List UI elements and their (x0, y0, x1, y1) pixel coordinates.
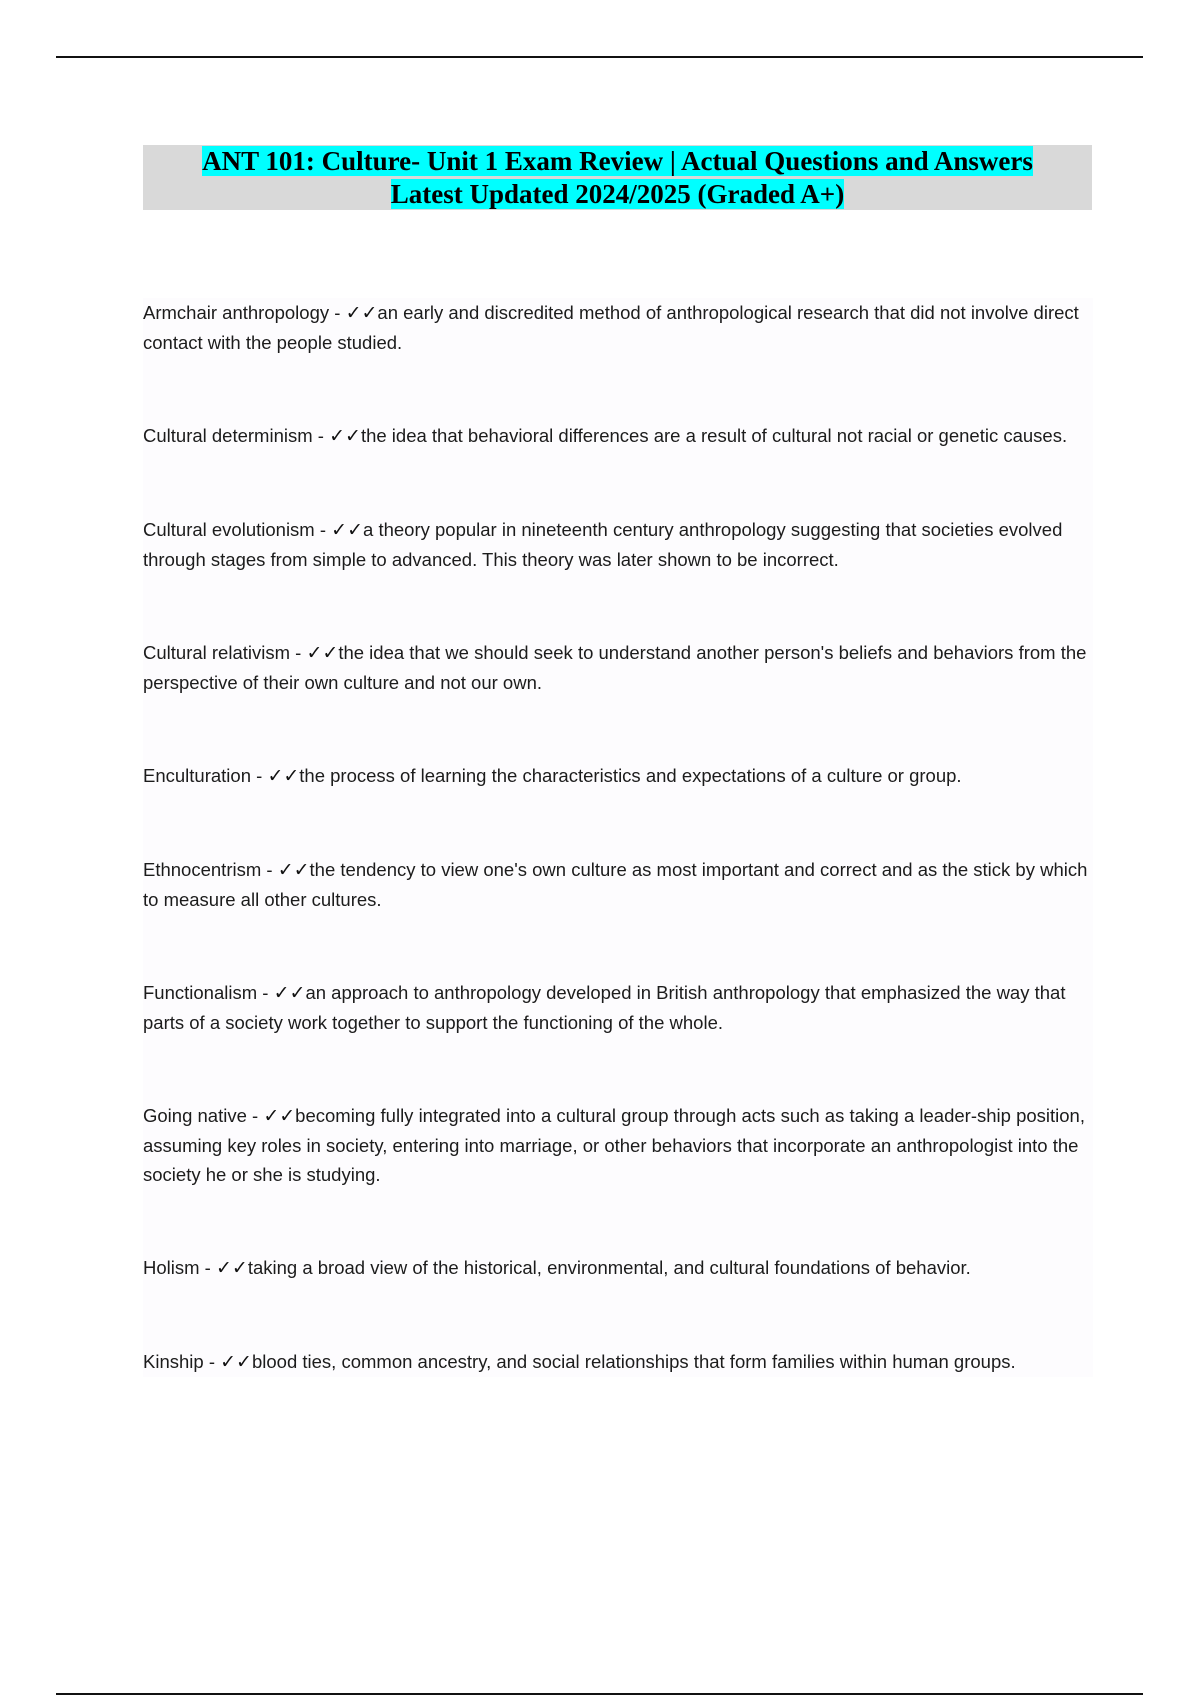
title-line-2: Latest Updated 2024/2025 (Graded A+) (390, 179, 845, 209)
entry-term: Holism (143, 1257, 200, 1278)
definition-list (143, 298, 1093, 1377)
document-title (143, 145, 1092, 210)
entry-definition: the idea that we should seek to understand another person's beliefs and behaviors from the perspective of their own culture and not our own. (143, 642, 1087, 693)
definition-entry (143, 978, 1093, 1037)
double-check-icon: ✓✓ (263, 1105, 296, 1127)
entry-separator: - (246, 1105, 264, 1126)
definition-entry (143, 515, 1093, 574)
definition-entry (143, 1253, 1093, 1283)
entry-separator: - (250, 765, 268, 786)
entry-definition: an approach to anthropology developed in British anthropology that emphasized the way that parts of a society work together to support the functioning of the whole. (143, 982, 1066, 1033)
definition-entry (143, 298, 1093, 357)
definition-entry (143, 1347, 1093, 1377)
entry-separator: - (261, 859, 278, 880)
definition-entry (143, 1101, 1093, 1189)
entry-term: Armchair anthropology (143, 302, 330, 323)
entry-definition: the tendency to view one's own culture as most important and correct and as the stick by which to measure all other cultures. (143, 859, 1088, 910)
entry-term: Going native (143, 1105, 247, 1126)
entry-separator: - (290, 642, 307, 663)
double-check-icon: ✓✓ (220, 1351, 252, 1373)
double-check-icon: ✓✓ (331, 519, 364, 541)
definition-entry (143, 421, 1093, 451)
page-bottom-rule (56, 1693, 1143, 1695)
double-check-icon: ✓✓ (215, 1257, 248, 1279)
entry-separator: - (199, 1257, 216, 1278)
entry-separator: - (329, 302, 346, 323)
entry-definition: becoming fully integrated into a cultural group through acts such as taking a leader-ship position, assuming key roles in society, entering into marriage, or other behaviors that incorporate an anthropologist into the society he or she is studying. (143, 1105, 1085, 1185)
double-check-icon: ✓✓ (329, 425, 361, 447)
entry-term: Ethnocentrism (143, 859, 262, 880)
double-check-icon: ✓✓ (273, 982, 306, 1004)
entry-term: Cultural evolutionism (143, 519, 315, 540)
entry-separator: - (257, 982, 274, 1003)
definition-entry (143, 761, 1093, 791)
title-line-1: ANT 101: Culture- Unit 1 Exam Review | Actual Questions and Answers (202, 146, 1033, 176)
entry-term: Kinship (143, 1351, 204, 1372)
definition-entry (143, 855, 1093, 914)
double-check-icon: ✓✓ (345, 302, 378, 324)
double-check-icon: ✓✓ (267, 765, 300, 787)
entry-separator: - (314, 519, 332, 540)
entry-term: Cultural relativism (143, 642, 291, 663)
entry-definition: blood ties, common ancestry, and social relationships that form families within human groups. (251, 1351, 1016, 1372)
entry-definition: the idea that behavioral differences are a result of cultural not racial or genetic causes. (360, 425, 1068, 446)
entry-separator: - (203, 1351, 221, 1372)
entry-term: Functionalism (143, 982, 258, 1003)
entry-term: Enculturation (143, 765, 251, 786)
entry-separator: - (312, 425, 330, 446)
entry-definition: a theory popular in nineteenth century anthropology suggesting that societies evolved through stages from simple to advanced. This theory was later shown to be incorrect. (143, 519, 1063, 570)
double-check-icon: ✓✓ (277, 859, 310, 881)
entry-term: Cultural determinism (143, 425, 313, 446)
double-check-icon: ✓✓ (306, 642, 339, 664)
entry-definition: taking a broad view of the historical, environmental, and cultural foundations of behavior. (247, 1257, 971, 1278)
definition-entry (143, 638, 1093, 697)
entry-definition: the process of learning the characteristics and expectations of a culture or group. (299, 765, 962, 786)
entry-definition: an early and discredited method of anthropological research that did not involve direct contact with the people studied. (143, 302, 1079, 353)
page-top-rule (56, 56, 1143, 58)
